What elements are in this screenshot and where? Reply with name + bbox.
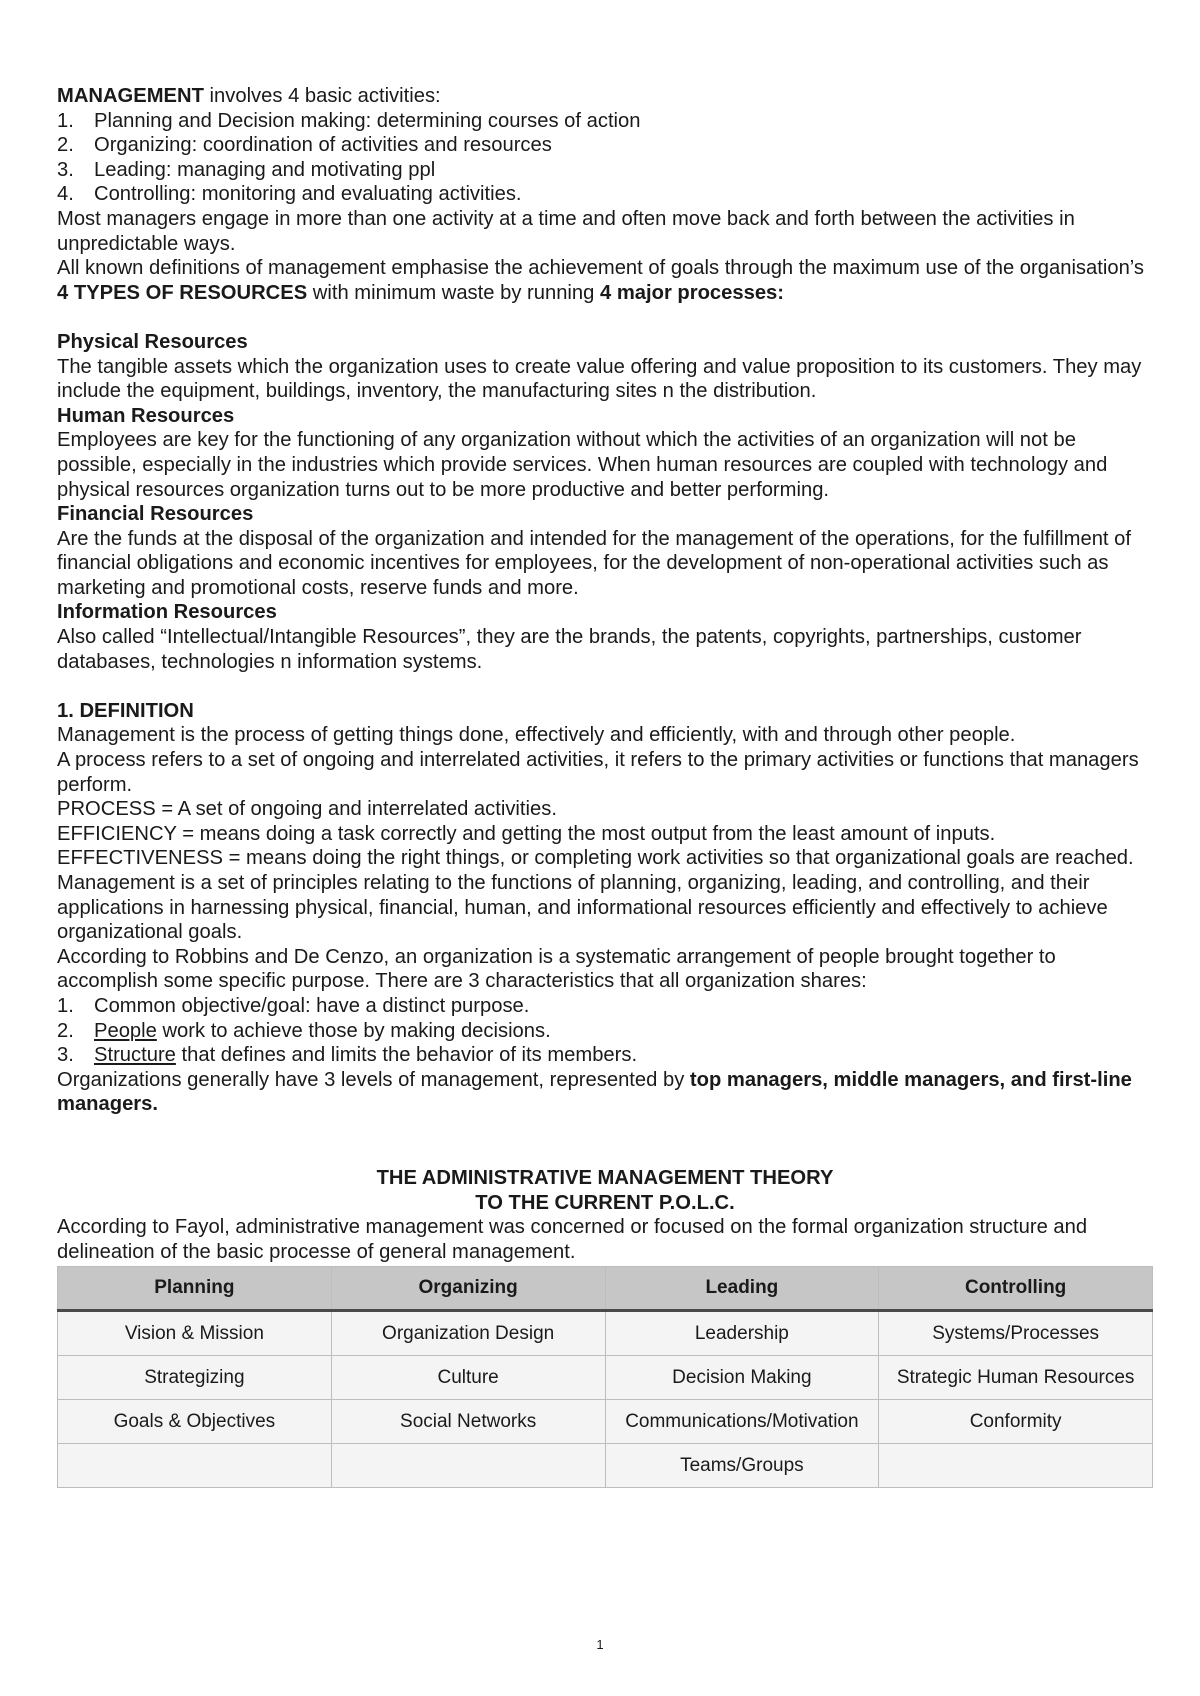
table-cell: Strategizing	[58, 1356, 332, 1400]
column-header: Leading	[605, 1267, 879, 1311]
paragraph: The tangible assets which the organization uses to create value offering and value proposition to its customers. They may include the equipment, buildings, inventory, the manufacturing sites n the distribution.	[57, 355, 1142, 403]
intro-lead-rest: involves 4 basic activities:	[203, 85, 441, 107]
column-header: Organizing	[331, 1267, 605, 1311]
paragraph: Employees are key for the functioning of any organization without which the activities of an organization will not be possible, especially in the industries which provide services. When human resources are coupled with technology and physical resources organization turns out to be more productive and better performing.	[57, 429, 1108, 501]
paragraph: PROCESS = A set of ongoing and interrelated activities.	[57, 798, 557, 821]
table-cell: Systems/Processes	[879, 1311, 1153, 1356]
table-header-row	[58, 1267, 1153, 1311]
paragraph	[57, 256, 1153, 305]
table-cell	[879, 1444, 1153, 1488]
table-cell: Vision & Mission	[58, 1311, 332, 1356]
item-number: 2.	[57, 1019, 74, 1042]
table-cell	[58, 1444, 332, 1488]
paragraph: According to Fayol, administrative management was concerned or focused on the formal organization structure and delineation of the basic processe of general management.	[57, 1216, 1088, 1263]
paragraph: Management is a set of principles relating to the functions of planning, organizing, leading, and controlling, and their applications in harnessing physical, financial, human, and informational resources efficiently and effectively to achieve organizational goals.	[57, 872, 1108, 944]
admin-title: THE ADMINISTRATIVE MANAGEMENT THEORY	[376, 1166, 834, 1189]
characteristics-list	[57, 994, 1153, 1068]
table-cell: Conformity	[879, 1400, 1153, 1444]
table-cell: Organization Design	[331, 1311, 605, 1356]
table-row	[58, 1444, 1153, 1488]
list-item	[57, 133, 1153, 158]
section-heading	[57, 600, 1153, 625]
paragraph: EFFECTIVENESS = means doing the right things, or completing work activities so that organizational goals are reached.	[57, 847, 1134, 870]
paragraph: Are the funds at the disposal of the organization and intended for the management of the operations, for the fulfillment of financial obligations and economic incentives for employees, for the development of non-operational activities such as marketing and promotional costs, reserve funds and more.	[57, 527, 1131, 599]
paragraph: Most managers engage in more than one activity at a time and often move back and forth between the activities in unpredictable ways.	[57, 207, 1075, 255]
table-cell	[331, 1444, 605, 1488]
paragraph: A process refers to a set of ongoing and interrelated activities, it refers to the primary activities or functions that managers perform.	[57, 749, 1139, 796]
section-heading	[57, 330, 1153, 355]
table-cell: Communications/Motivation	[605, 1400, 879, 1444]
item-text: Leading: managing and motivating ppl	[94, 158, 436, 181]
item-text: Organizing: coordination of activities and resources	[94, 134, 552, 157]
table-cell: Decision Making	[605, 1356, 879, 1400]
item-text: Structure that defines and limits the behavior of its members.	[94, 1044, 638, 1067]
admin-subtitle: TO THE CURRENT P.O.L.C.	[475, 1191, 735, 1214]
paragraph: EFFICIENCY = means doing a task correctly and getting the most output from the least amount of inputs.	[57, 822, 996, 845]
table-cell: Culture	[331, 1356, 605, 1400]
table-row	[58, 1356, 1153, 1400]
item-text: Planning and Decision making: determining courses of action	[94, 109, 641, 132]
item-number: 4.	[57, 183, 74, 206]
table-cell: Strategic Human Resources	[879, 1356, 1153, 1400]
column-header: Planning	[58, 1267, 332, 1311]
item-text: People work to achieve those by making decisions.	[94, 1019, 551, 1042]
column-header: Controlling	[879, 1267, 1153, 1311]
item-number: 3.	[57, 158, 74, 181]
table-cell: Leadership	[605, 1311, 879, 1356]
table-row	[58, 1400, 1153, 1444]
table-row	[58, 1311, 1153, 1356]
item-number: 3.	[57, 1044, 74, 1067]
list-item	[57, 109, 1153, 134]
section-heading	[57, 502, 1153, 527]
heading-text: Information Resources	[57, 601, 277, 624]
table-cell: Goals & Objectives	[58, 1400, 332, 1444]
paragraph: According to Robbins and De Cenzo, an organization is a systematic arrangement of people brought together to accomplish some specific purpose. There are 3 characteristics that all organization shares:	[57, 945, 1056, 993]
text-run-bold: 4 TYPES OF RESOURCES	[57, 281, 308, 304]
paragraph	[57, 1068, 1153, 1117]
list-item	[57, 158, 1153, 183]
list-item	[57, 1019, 1153, 1044]
table-cell: Teams/Groups	[605, 1444, 879, 1488]
text-run: All known definitions of management emphasise the achievement of goals through the maximum use of the organisation’s	[57, 257, 1145, 280]
item-number: 1.	[57, 994, 74, 1017]
heading-text: Financial Resources	[57, 503, 254, 526]
list-item	[57, 994, 1153, 1019]
text-run-bold: top managers, middle managers, and first-line managers	[57, 1068, 1132, 1116]
document-page	[57, 84, 1153, 1488]
list-item	[57, 182, 1153, 207]
paragraph: Management is the process of getting things done, effectively and efficiently, with and through other people.	[57, 724, 1016, 747]
text-run-bold: 4 major processes:	[599, 281, 785, 304]
intro-lead-bold: MANAGEMENT	[57, 85, 204, 107]
section-heading	[57, 699, 1153, 724]
section-heading	[57, 404, 1153, 429]
item-number: 1.	[57, 109, 74, 132]
text-run-bold: .	[152, 1093, 158, 1116]
text-run: with minimum waste by running	[307, 281, 600, 304]
table-cell: Social Networks	[331, 1400, 605, 1444]
heading-text: 1. DEFINITION	[57, 699, 194, 722]
intro-line	[57, 84, 1153, 109]
activities-list	[57, 109, 1153, 207]
page-number: 1	[596, 1637, 604, 1652]
polc-table	[57, 1266, 1153, 1488]
list-item	[57, 1043, 1153, 1068]
item-number: 2.	[57, 134, 74, 157]
heading-text: Physical Resources	[57, 330, 248, 353]
paragraph: Also called “Intellectual/Intangible Resources”, they are the brands, the patents, copyrights, partnerships, customer databases, technologies n information systems.	[57, 626, 1082, 673]
heading-text: Human Resources	[57, 404, 235, 427]
item-text: Controlling: monitoring and evaluating activities.	[94, 183, 522, 206]
item-text: Common objective/goal: have a distinct purpose.	[94, 994, 530, 1017]
text-run: Organizations generally have 3 levels of management, represented by	[57, 1068, 690, 1091]
